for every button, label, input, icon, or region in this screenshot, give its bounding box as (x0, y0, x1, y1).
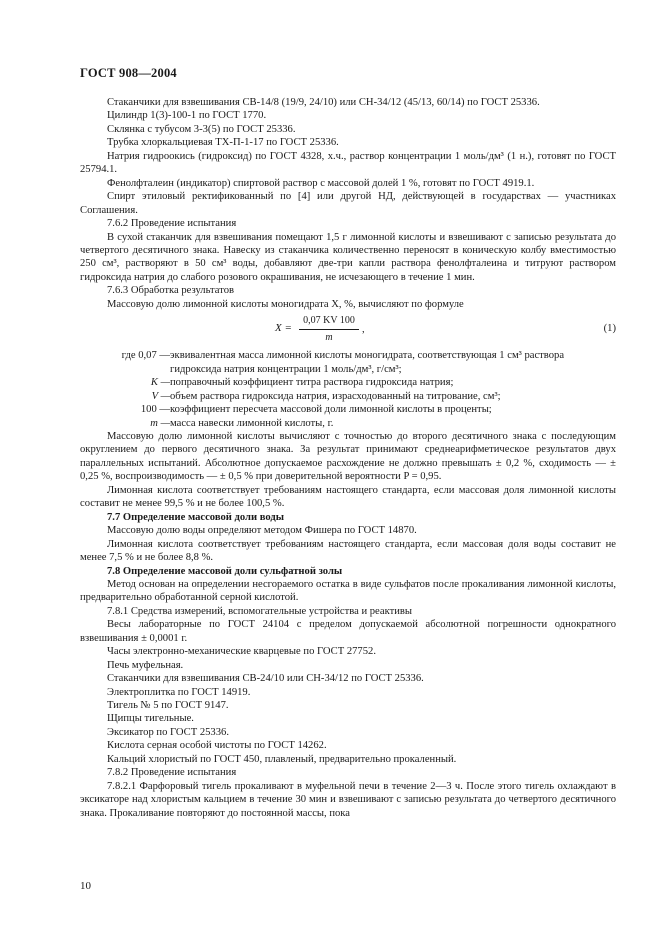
definition-row (80, 390, 616, 403)
definition-symbol: где 0,07 — (121, 350, 170, 362)
paragraph-7-8: Метод основан на определении несгораемого остатка в виде сульфатов после прокаливания лимонной кислоты, предварительно обработанной серной кислотой. (80, 578, 616, 604)
section-heading-7-8-2: 7.8.2 Проведение испытания (107, 767, 237, 779)
section-heading-7-8-1: 7.8.1 Средства измерений, вспомогательные устройства и реактивы (107, 605, 413, 617)
equipment-line: Печь муфельная. (107, 659, 184, 671)
section-heading-7-6-2: 7.6.2 Проведение испытания (107, 218, 237, 230)
definition-text: коэффициент пересчета массовой доли лимонной кислоты в проценты; (170, 404, 492, 416)
equipment-line: Склянка с тубусом 3-3(5) по ГОСТ 25336. (107, 123, 296, 135)
section-heading-7-7: 7.7 Определение массовой доли воды (107, 511, 285, 523)
document-body (80, 96, 616, 820)
section-heading-7-8: 7.8 Определение массовой доли сульфатной золы (107, 565, 343, 577)
equipment-line: Цилиндр 1(3)-100-1 по ГОСТ 1770. (107, 110, 267, 122)
formula-definitions (80, 349, 616, 430)
definition-text: поправочный коэффициент титра раствора гидроксида натрия; (170, 377, 454, 389)
equipment-line: Кальций хлористый по ГОСТ 450, плавленый, предварительно прокаленный. (107, 753, 457, 765)
page-number: 10 (80, 880, 91, 892)
paragraph-7-8-1: Весы лабораторные по ГОСТ 24104 с пределом допускаемой абсолютной погрешности однократного взвешивания ± 0,0001 г. (80, 619, 616, 644)
paragraph-calculation: Массовую долю лимонной кислоты вычисляют с точностью до второго десятичного знака с последующим округлением до первого десятичного знака. За результат принимают среднеарифметическое результатов двух параллельных испытаний. Абсолютное допускаемое расхождение не должно превышать ± 0,2 %, сходимость — ± 0,25 %, воспроизводимость — ± 0,5 % при доверительной вероятности P = 0,95. (80, 430, 616, 483)
definition-symbol: V — (151, 390, 170, 402)
equipment-line: Трубка хлоркальциевая ТХ-П-1-17 по ГОСТ 25336. (107, 137, 339, 149)
definition-symbol: m — (150, 417, 170, 429)
paragraph-conformity: Лимонная кислота соответствует требованиям настоящего стандарта, если массовая доля лимонной кислоты составит не менее 99,5 % и не более 100,5 %. (80, 484, 616, 510)
equipment-line: Эксикатор по ГОСТ 25336. (107, 726, 229, 738)
document-header: ГОСТ 908—2004 (80, 66, 177, 80)
equipment-line: Щипцы тигельные. (107, 713, 194, 725)
definition-row (80, 349, 616, 376)
formula-number: (1) (603, 323, 616, 335)
formula-denominator: m (325, 331, 333, 343)
definition-row (80, 403, 616, 416)
reagent-spirit: Спирт этиловый ректификованный по [4] или другой НД, действующей в государствах — участниках Соглашения. (80, 191, 616, 216)
paragraph-7-7-method: Массовую долю воды определяют методом Фишера по ГОСТ 14870. (107, 525, 417, 537)
definition-text: объем раствора гидроксида натрия, израсходованный на титрование, см³; (170, 390, 501, 402)
paragraph-7-8-2-1: 7.8.2.1 Фарфоровый тигель прокаливают в муфельной печи в течение 2—3 ч. После этого тигель охлаждают в эксикаторе над хлористым кальцием в течение 30 мин и взвешивают с записью результата до четвертого десятичного знака. Прокаливание повторяют до постоянной массы, пока (80, 780, 616, 819)
equipment-line: Стаканчики для взвешивания СВ-14/8 (19/9, 24/10) или СН-34/12 (45/13, 60/14) по ГОСТ 25336. (107, 97, 540, 108)
paragraph-7-6-3: Массовую долю лимонной кислоты моногидрата X, %, вычисляют по формуле (107, 298, 464, 310)
formula-lhs: X = (275, 322, 292, 335)
formula-fraction (299, 314, 359, 344)
paragraph-7-7-conformity: Лимонная кислота соответствует требованиям настоящего стандарта, если массовая доля воды составит не менее 7,5 % и не более 8,8 %. (80, 538, 616, 564)
section-heading-7-6-3: 7.6.3 Обработка результатов (107, 285, 234, 297)
equipment-line: Стаканчики для взвешивания СВ-24/10 или СН-34/12 по ГОСТ 25336. (107, 673, 424, 685)
equipment-line: Часы электронно-механические кварцевые по ГОСТ 27752. (107, 646, 376, 658)
definition-symbol: 100 — (140, 404, 170, 416)
definition-text: эквивалентная масса лимонной кислоты моногидрата, соответствующая 1 см³ раствора гидроксида натрия концентрации 1 моль/дм³, г/см³; (170, 350, 565, 375)
equipment-line: Кислота серная особой чистоты по ГОСТ 14262. (107, 740, 327, 752)
equipment-line: Тигель № 5 по ГОСТ 9147. (107, 700, 229, 712)
definition-row (80, 376, 616, 389)
reagent-naoh: Натрия гидроокись (гидроксид) по ГОСТ 4328, х.ч., раствор концентрации 1 моль/дм³ (1 н.), готовят по ГОСТ 25794.1. (80, 150, 616, 176)
definition-row (80, 417, 616, 430)
definition-symbol: K — (150, 377, 170, 389)
formula-1 (80, 317, 616, 345)
formula-comma: , (362, 324, 365, 336)
reagent-phenol: Фенолфталеин (индикатор) спиртовой раствор с массовой долей 1 %, готовят по ГОСТ 4919.1. (107, 177, 535, 189)
paragraph-7-6-2: В сухой стаканчик для взвешивания помещают 1,5 г лимонной кислоты и взвешивают с записью результата до четвертого десятичного знака. Навеску из стаканчика количественно переносят в коническую колбу вместимостью 250 см³, растворяют в 50 см³ воды, добавляют две-три капли раствора фенолфталеина и титруют раствором гидроксида натрия до слабого розового окрашивания, не исчезающего в течение 1 мин. (80, 231, 616, 283)
equipment-line: Электроплитка по ГОСТ 14919. (107, 686, 251, 698)
formula-numerator: 0,07 KV 100 (299, 314, 359, 329)
definition-text: масса навески лимонной кислоты, г. (170, 417, 334, 429)
